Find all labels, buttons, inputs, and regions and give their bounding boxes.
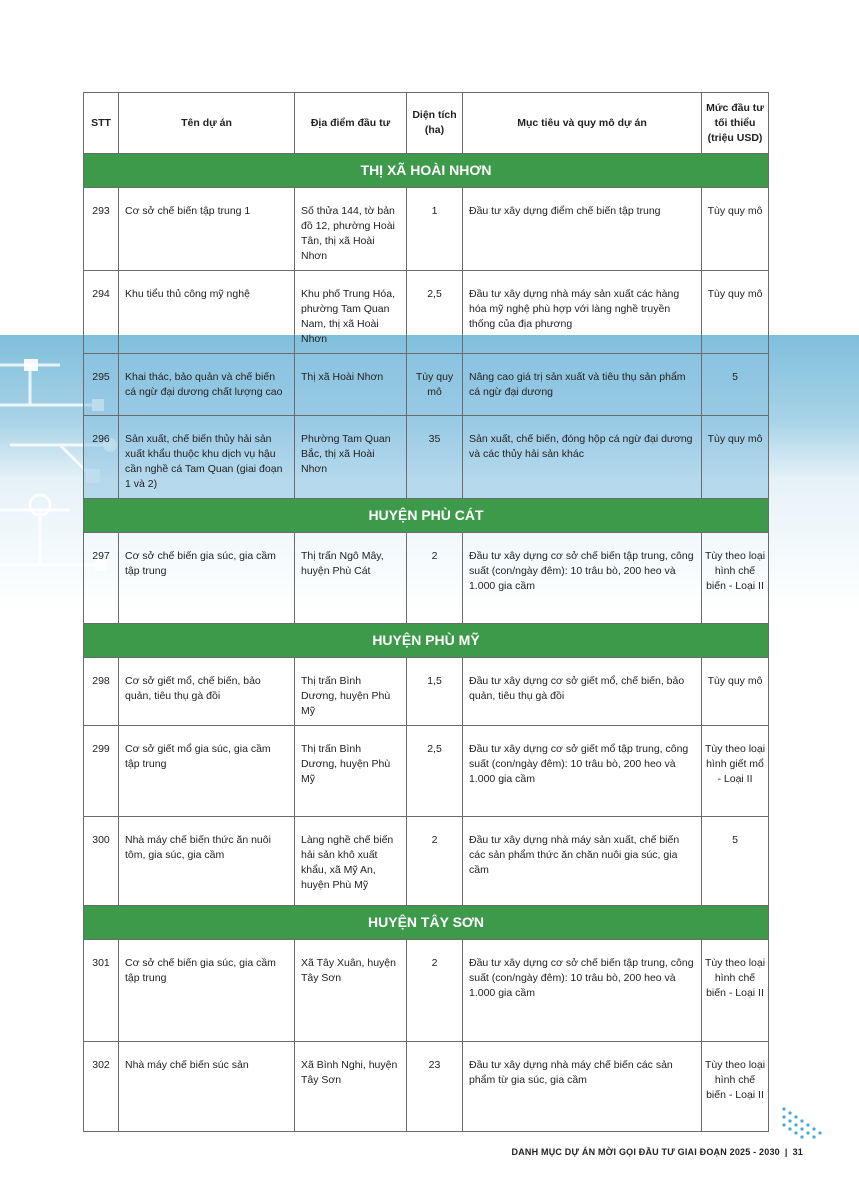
table-row [84,416,769,499]
footer-title: DANH MỤC DỰ ÁN MỜI GỌI ĐẦU TƯ GIAI ĐOẠN 2025 - 2030 [511,1147,780,1157]
cell-location: Thị trấn Bình Dương, huyện Phù Mỹ [295,658,407,726]
header-location: Địa điểm đầu tư [295,93,407,154]
cell-min-investment: Tùy theo loại hình chế biến - Loại II [702,533,769,624]
cell-name: Cơ sở chế biến tập trung 1 [119,188,295,271]
cell-min-investment: Tùy theo loại hình chế biến - Loại II [702,1042,769,1132]
cell-min-investment: Tùy theo loại hình giết mổ - Loại II [702,726,769,817]
cell-min-investment: Tùy quy mô [702,188,769,271]
table-row [84,817,769,906]
cell-min-investment: 5 [702,354,769,416]
cell-name: Nhà máy chế biến súc sản [119,1042,295,1132]
cell-location: Thị trấn Bình Dương, huyện Phù Mỹ [295,726,407,817]
cell-stt: 297 [84,533,119,624]
cell-goal: Đầu tư xây dựng cơ sở giết mổ tập trung, công suất (con/ngày đêm): 10 trâu bò, 200 heo và 1.000 gia cầm [463,726,702,817]
header-project-name: Tên dự án [119,93,295,154]
cell-area: 2,5 [407,271,463,354]
section-row [84,624,769,658]
cell-goal: Nâng cao giá trị sản xuất và tiêu thụ sản phẩm cá ngừ đại dương [463,354,702,416]
cell-area: 1,5 [407,658,463,726]
cell-location: Xã Bình Nghi, huyện Tây Sơn [295,1042,407,1132]
cell-min-investment: Tùy quy mô [702,416,769,499]
cell-area: 2,5 [407,726,463,817]
cell-goal: Sản xuất, chế biến, đóng hộp cá ngừ đại dương và các thủy hải sản khác [463,416,702,499]
table-header-row [84,93,769,154]
cell-stt: 298 [84,658,119,726]
cell-location: Thị xã Hoài Nhơn [295,354,407,416]
table-row [84,188,769,271]
cell-name: Cơ sở chế biến gia súc, gia cầm tập trung [119,940,295,1042]
section-row [84,906,769,940]
cell-name: Cơ sở giết mổ gia súc, gia cầm tập trung [119,726,295,817]
cell-stt: 299 [84,726,119,817]
footer-separator: | [784,1147,788,1157]
cell-min-investment: 5 [702,817,769,906]
cell-name: Sản xuất, chế biến thủy hải sản xuất khẩu thuộc khu dịch vụ hậu cần nghề cá Tam Quan (giai đoạn 1 và 2) [119,416,295,499]
cell-name: Nhà máy chế biến thức ăn nuôi tôm, gia súc, gia cầm [119,817,295,906]
cell-goal: Đầu tư xây dựng cơ sở chế biến tập trung, công suất (con/ngày đêm): 10 trâu bò, 200 heo và 1.000 gia cầm [463,533,702,624]
section-title: THỊ XÃ HOÀI NHƠN [84,154,769,188]
cell-goal: Đầu tư xây dựng nhà máy sản xuất, chế biến các sản phẩm thức ăn chăn nuôi gia súc, gia cầm [463,817,702,906]
cell-stt: 294 [84,271,119,354]
cell-location: Thị trấn Ngô Mây, huyện Phù Cát [295,533,407,624]
cell-area: 35 [407,416,463,499]
header-min-investment: Mức đầu tư tối thiểu (triệu USD) [702,93,769,154]
cell-name: Cơ sở giết mổ, chế biến, bảo quản, tiêu thụ gà đồi [119,658,295,726]
table-row [84,940,769,1042]
cell-name: Cơ sở chế biến gia súc, gia cầm tập trung [119,533,295,624]
table-row [84,726,769,817]
section-title: HUYỆN TÂY SƠN [84,906,769,940]
cell-stt: 296 [84,416,119,499]
table-row [84,1042,769,1132]
cell-area: 23 [407,1042,463,1132]
cell-name: Khu tiểu thủ công mỹ nghệ [119,271,295,354]
table-row [84,533,769,624]
cell-min-investment: Tùy quy mô [702,658,769,726]
cell-goal: Đầu tư xây dựng cơ sở chế biến tập trung, công suất (con/ngày đêm): 10 trâu bò, 200 heo và 1.000 gia cầm [463,940,702,1042]
header-stt: STT [84,93,119,154]
cell-area: 2 [407,533,463,624]
cell-area: Tùy quy mô [407,354,463,416]
cell-min-investment: Tùy quy mô [702,271,769,354]
cell-stt: 300 [84,817,119,906]
cell-goal: Đầu tư xây dựng cơ sở giết mổ, chế biến, bảo quản, tiêu thụ gà đồi [463,658,702,726]
cell-stt: 295 [84,354,119,416]
page-number: 31 [792,1147,803,1157]
cell-goal: Đầu tư xây dựng nhà máy sản xuất các hàng hóa mỹ nghệ phù hợp với làng nghề truyền thống của địa phương [463,271,702,354]
dots-decoration [780,1105,828,1145]
cell-location: Làng nghề chế biến hải sản khô xuất khẩu, xã Mỹ An, huyện Phù Mỹ [295,817,407,906]
cell-stt: 293 [84,188,119,271]
cell-goal: Đầu tư xây dựng nhà máy chế biến các sản phẩm từ gia súc, gia cầm [463,1042,702,1132]
project-table [83,92,769,1132]
table-row [84,354,769,416]
page-footer [512,1147,803,1157]
section-title: HUYỆN PHÙ CÁT [84,499,769,533]
cell-location: Số thửa 144, tờ bản đồ 12, phường Hoài Tân, thị xã Hoài Nhơn [295,188,407,271]
section-row [84,499,769,533]
section-row [84,154,769,188]
table-row [84,271,769,354]
cell-area: 2 [407,817,463,906]
header-area: Diện tích (ha) [407,93,463,154]
cell-location: Khu phố Trung Hóa, phường Tam Quan Nam, thị xã Hoài Nhơn [295,271,407,354]
header-goal: Mục tiêu và quy mô dự án [463,93,702,154]
cell-min-investment: Tùy theo loại hình chế biến - Loại II [702,940,769,1042]
table-row [84,658,769,726]
section-title: HUYỆN PHÙ MỸ [84,624,769,658]
cell-area: 2 [407,940,463,1042]
cell-area: 1 [407,188,463,271]
cell-goal: Đầu tư xây dựng điểm chế biến tập trung [463,188,702,271]
cell-location: Xã Tây Xuân, huyện Tây Sơn [295,940,407,1042]
cell-stt: 301 [84,940,119,1042]
cell-location: Phường Tam Quan Bắc, thị xã Hoài Nhơn [295,416,407,499]
cell-name: Khai thác, bảo quản và chế biến cá ngừ đại dương chất lượng cao [119,354,295,416]
cell-stt: 302 [84,1042,119,1132]
